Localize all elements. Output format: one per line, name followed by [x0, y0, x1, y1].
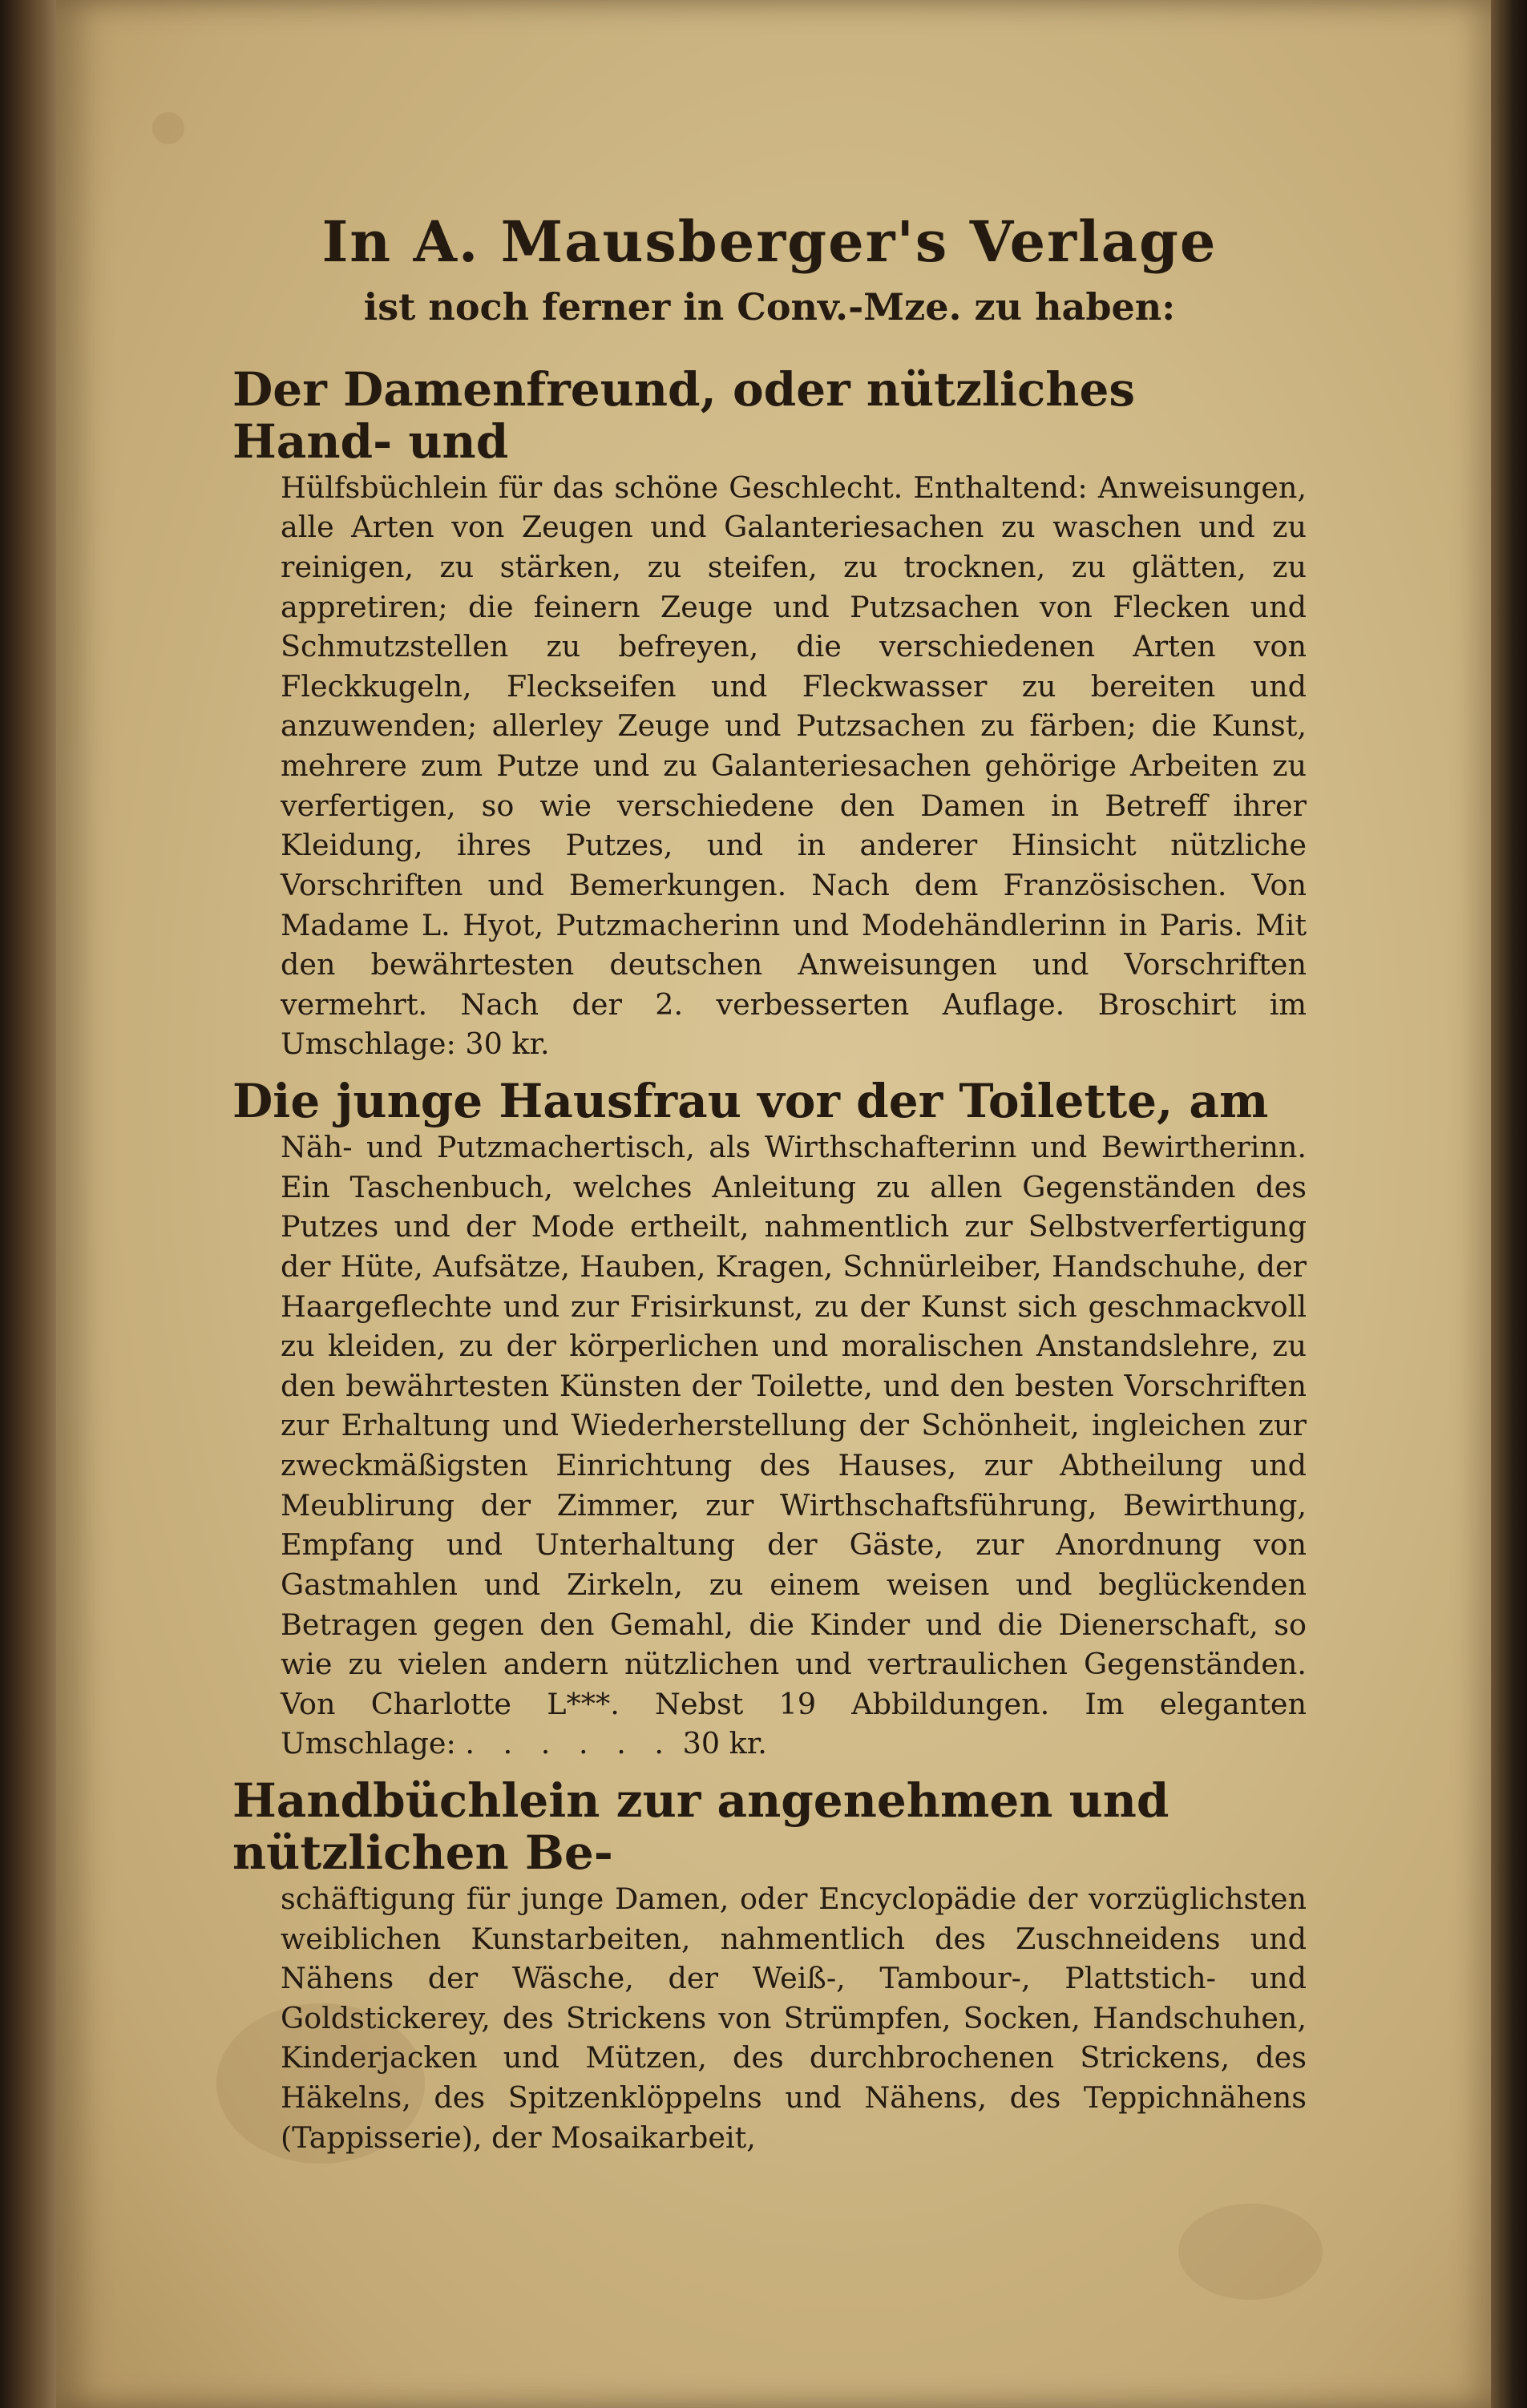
entry-body-text: Hülfsbüchlein für das schöne Geschlecht. Enthaltend: Anweisungen, alle Arten von Zeugen und Galanteriesachen zu waschen und zu reinigen, zu stärken, zu steifen, zu trocknen, zu glätten, zu appretiren; die feinern Zeuge und Putzsachen von Flecken und Schmutzstellen zu befreyen, die verschiedenen Arten von Fleckkugeln, Fleckseifen und Fleckwasser zu bereiten und anzuwenden; allerley Zeuge und Putzsachen zu färben; die Kunst, mehrere zum Putze und zu Galanteriesachen gehörige Arbeiten zu verfertigen, so wie verschiedene den Damen in Betreff ihrer Kleidung, ihres Putzes, und in anderer Hinsicht nützliche Vorschriften und Bemerkungen. Nach dem Französischen. Von Madame L. Hyot, Putzmacherinn und Modehändlerinn in Paris. Mit den bewährtesten deutschen Anweisungen und Vorschriften vermehrt. Nach der 2. verbesserten Auflage. Broschirt im Umschlage:: [281, 470, 1307, 1062]
paper-stain: [152, 112, 184, 144]
entry-price: 30 kr.: [682, 1726, 767, 1761]
book-entry-damenfreund: [232, 361, 1307, 1064]
page-content: [232, 208, 1307, 2168]
entry-description: [281, 1127, 1307, 1764]
book-spine: [0, 0, 56, 2408]
entry-title: Handbüchlein zur angenehmen und nützlichen Be-: [232, 1773, 1169, 1880]
entry-title: Die junge Hausfrau vor der Toilette, am: [232, 1074, 1269, 1129]
entry-title: Der Damenfreund, oder nützliches Hand- und: [232, 361, 1136, 469]
entry-description: [281, 468, 1307, 1064]
entry-body-text: Näh- und Putzmachertisch, als Wirthschafterinn und Bewirtherinn. Ein Taschenbuch, welches Anleitung zu allen Gegenständen des Putzes und der Mode ertheilt, nahmentlich zur Selbstverfertigung der Hüte, Aufsätze, Hauben, Kragen, Schnürleiber, Handschuhe, der Haargeflechte und zur Frisirkunst, zu der Kunst sich geschmackvoll zu kleiden, zu der körperlichen und moralischen Anstandslehre, zu den bewährtesten Künsten der Toilette, und den besten Vorschriften zur Erhaltung und Wiederherstellung der Schönheit, ingleichen zur zweckmäßigsten Einrichtung des Hauses, zur Abtheilung und Meublirung der Zimmer, zur Wirthschaftsführung, Bewirthung, Empfang und Unterhaltung der Gäste, zur Anordnung von Gastmahlen und Zirkeln, zu einem weisen und beglückenden Betragen gegen den Gemahl, die Kinder und die Dienerschaft, so wie zu vielen andern nützlichen und vertraulichen Gegenständen. Von Charlotte L***. Nebst 19 Abbildungen. Im eleganten Umschlage:: [281, 1130, 1307, 1761]
publisher-heading: In A. Mausberger's Verlage: [321, 208, 1218, 275]
entry-description: [281, 1879, 1307, 2157]
entry-leader-dots: . . . . . .: [465, 1726, 674, 1761]
page-edge: [1491, 0, 1527, 2408]
book-entry-handbuechlein: [232, 1775, 1307, 2157]
paper-stain: [1178, 2204, 1323, 2300]
publisher-subheading: ist noch ferner in Conv.-Mze. zu haben:: [363, 285, 1176, 329]
entry-price: 30 kr.: [465, 1027, 550, 1062]
book-entry-junge-hausfrau: [232, 1075, 1307, 1764]
entry-body-text: schäftigung für junge Damen, oder Encyclopädie der vorzüglichsten weiblichen Kunstarbeiten, nahmentlich des Zuschneidens und Nähens der Wäsche, der Weiß-, Tambour-, Plattstich- und Goldstickerey, des Strickens von Strümpfen, Socken, Handschuhen, Kinderjacken und Mützen, des durchbrochenen Strickens, des Häkelns, des Spitzenklöppelns und Nähens, des Teppichnähens (Tappisserie), der Mosaikarbeit,: [281, 1881, 1307, 2155]
